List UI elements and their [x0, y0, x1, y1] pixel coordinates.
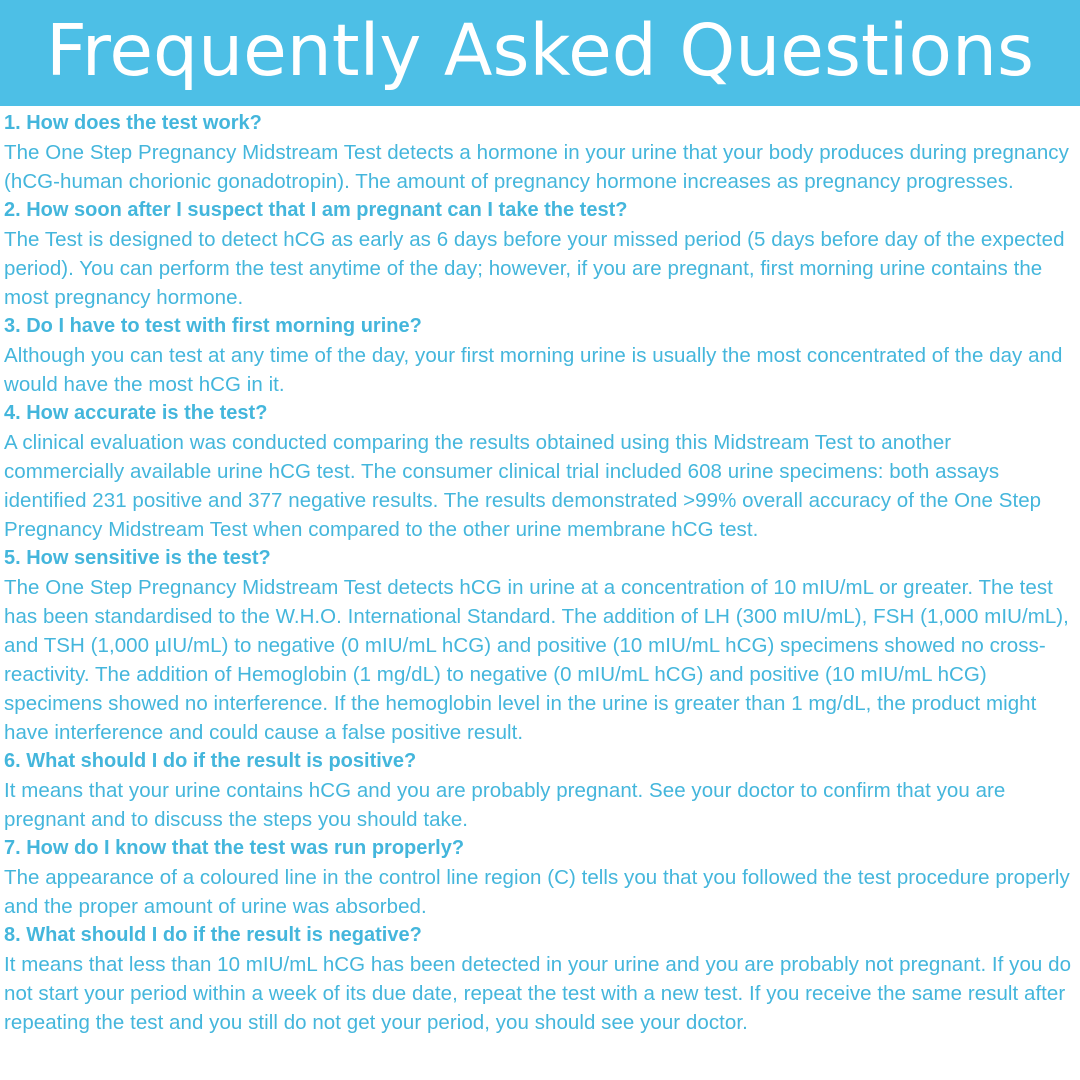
faq-item-3	[4, 312, 1076, 399]
faq-item-6	[4, 747, 1076, 834]
faq-question: 8. What should I do if the result is negative?	[4, 924, 422, 946]
faq-answer: It means that your urine contains hCG and you are probably pregnant. See your doctor to confirm that you are pregnant and to discuss the steps you should take.	[4, 779, 1006, 831]
faq-question: 5. How sensitive is the test?	[4, 547, 271, 569]
header-banner	[0, 0, 1080, 106]
faq-item-7	[4, 834, 1076, 921]
faq-item-2	[4, 196, 1076, 312]
faq-question: 6. What should I do if the result is positive?	[4, 750, 417, 772]
faq-item-4	[4, 399, 1076, 544]
faq-answer: It means that less than 10 mIU/mL hCG has been detected in your urine and you are probably not pregnant. If you do not start your period within a week of its due date, repeat the test with a new test. If you receive the same result after repeating the test and you still do not get your period, you should see your doctor.	[4, 953, 1072, 1034]
faq-answer: Although you can test at any time of the day, your first morning urine is usually the most concentrated of the day and would have the most hCG in it.	[4, 344, 1063, 396]
faq-question: 2. How soon after I suspect that I am pregnant can I take the test?	[4, 199, 628, 221]
page-title: Frequently Asked Questions	[46, 8, 1034, 92]
faq-answer: The One Step Pregnancy Midstream Test detects a hormone in your urine that your body produces during pregnancy (hCG-human chorionic gonadotropin). The amount of pregnancy hormone increases as pregnancy progresses.	[4, 141, 1069, 193]
faq-question: 1. How does the test work?	[4, 112, 262, 134]
faq-question: 4. How accurate is the test?	[4, 402, 268, 424]
faq-question: 7. How do I know that the test was run properly?	[4, 837, 465, 859]
faq-list	[0, 106, 1080, 1037]
faq-item-8	[4, 921, 1076, 1037]
faq-answer: The Test is designed to detect hCG as early as 6 days before your missed period (5 days before day of the expected period). You can perform the test anytime of the day; however, if you are pregnant, first morning urine contains the most pregnancy hormone.	[4, 228, 1065, 309]
faq-item-1	[4, 109, 1076, 196]
faq-answer: A clinical evaluation was conducted comparing the results obtained using this Midstream Test to another commercially available urine hCG test. The consumer clinical trial included 608 urine specimens: both assays identified 231 positive and 377 negative results. The results demonstrated >99% overall accuracy of the One Step Pregnancy Midstream Test when compared to the other urine membrane hCG test.	[4, 431, 1042, 541]
faq-answer: The appearance of a coloured line in the control line region (C) tells you that you followed the test procedure properly and the proper amount of urine was absorbed.	[4, 866, 1070, 918]
faq-answer: The One Step Pregnancy Midstream Test detects hCG in urine at a concentration of 10 mIU/mL or greater. The test has been standardised to the W.H.O. International Standard. The addition of LH (300 mIU/mL), FSH (1,000 mIU/mL), and TSH (1,000 µIU/mL) to negative (0 mIU/mL hCG) and positive (10 mIU/mL hCG) specimens showed no cross-reactivity. The addition of Hemoglobin (1 mg/dL) to negative (0 mIU/mL hCG) and positive (10 mIU/mL hCG) specimens showed no interference. If the hemoglobin level in the urine is greater than 1 mg/dL, the product might have interference and could cause a false positive result.	[4, 576, 1069, 744]
faq-item-5	[4, 544, 1076, 747]
faq-question: 3. Do I have to test with first morning urine?	[4, 315, 422, 337]
